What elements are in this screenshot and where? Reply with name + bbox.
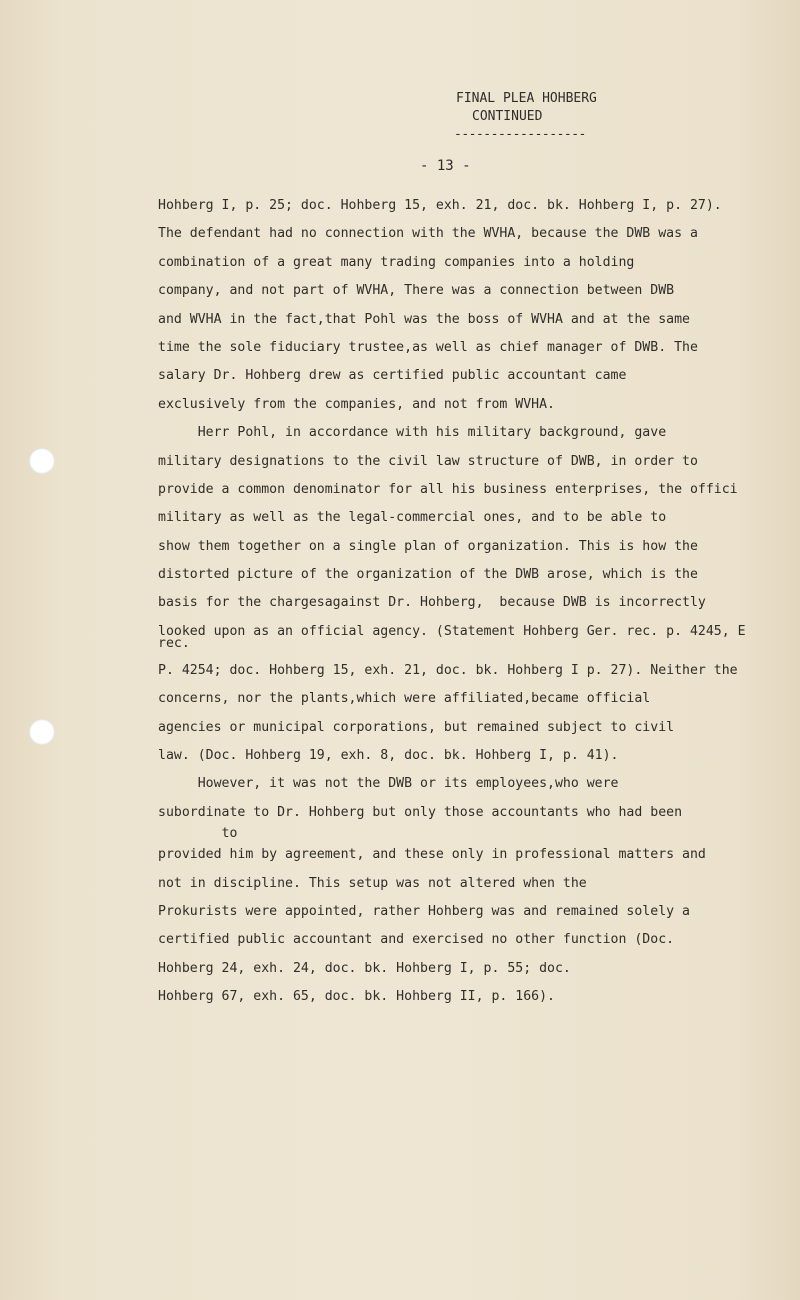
text-line: military designations to the civil law structure of DWB, in order to bbox=[158, 453, 698, 469]
text-line: certified public accountant and exercised no other function (Doc. bbox=[158, 932, 675, 948]
page-number: - 13 - bbox=[420, 158, 471, 174]
text-line: Hohberg 67, exh. 65, doc. bk. Hohberg II, p. 166). bbox=[158, 989, 555, 1005]
text-line: basis for the chargesagainst Dr. Hohberg, because DWB is incorrectly bbox=[158, 595, 706, 611]
document-body bbox=[158, 192, 778, 1012]
text-line: salary Dr. Hohberg drew as certified public accountant came bbox=[158, 368, 627, 384]
text-line: subordinate to Dr. Hohberg but only those accountants who had been bbox=[158, 804, 683, 820]
paragraph-start-line: Herr Pohl, in accordance with his military background, gave bbox=[158, 425, 667, 441]
text-line: combination of a great many trading companies into a holding bbox=[158, 254, 635, 270]
text-line: exclusively from the companies, and not from WVHA. bbox=[158, 396, 555, 412]
text-line: P. 4254; doc. Hohberg 15, exh. 21, doc. bk. Hohberg I p. 27). Neither the bbox=[158, 662, 738, 678]
text-line: agencies or municipal corporations, but remained subject to civil bbox=[158, 719, 675, 735]
header-subtitle: CONTINUED bbox=[472, 109, 543, 124]
interlinear-insertion: to bbox=[158, 826, 238, 842]
punch-hole-bottom bbox=[29, 719, 55, 745]
text-line: not in discipline. This setup was not altered when the bbox=[158, 875, 587, 891]
punch-hole-top bbox=[29, 448, 55, 474]
text-line: show them together on a single plan of organization. This is how the bbox=[158, 538, 698, 554]
text-line: Hohberg I, p. 25; doc. Hohberg 15, exh. 21, doc. bk. Hohberg I, p. 27). bbox=[158, 198, 722, 213]
text-line: provided him by agreement, and these only in professional matters and bbox=[158, 847, 706, 863]
text-line: time the sole fiduciary trustee,as well as chief manager of DWB. The bbox=[158, 339, 698, 355]
text-line: distorted picture of the organization of the DWB arose, which is the bbox=[158, 567, 698, 583]
text-line: and WVHA in the fact,that Pohl was the boss of WVHA and at the same bbox=[158, 311, 690, 327]
header-title: FINAL PLEA HOHBERG bbox=[456, 91, 597, 106]
text-line: rec. bbox=[158, 635, 190, 651]
text-line: military as well as the legal-commercial ones, and to be able to bbox=[158, 510, 667, 526]
text-line: provide a common denominator for all his business enterprises, the offici bbox=[158, 481, 738, 497]
text-line: Prokurists were appointed, rather Hohberg was and remained solely a bbox=[158, 903, 690, 919]
header-rule: ------------------ bbox=[454, 127, 586, 142]
text-line: company, and not part of WVHA, There was a connection between DWB bbox=[158, 283, 675, 299]
text-line: looked upon as an official agency. (Statement Hohberg Ger. rec. p. 4245, E bbox=[158, 623, 746, 639]
text-line: The defendant had no connection with the WVHA, because the DWB was a bbox=[158, 226, 698, 242]
text-line: law. (Doc. Hohberg 19, exh. 8, doc. bk. Hohberg I, p. 41). bbox=[158, 748, 619, 764]
paragraph-start-line: However, it was not the DWB or its employees,who were bbox=[158, 776, 619, 792]
text-line: concerns, nor the plants,which were affiliated,became official bbox=[158, 691, 651, 707]
text-line: Hohberg 24, exh. 24, doc. bk. Hohberg I, p. 55; doc. bbox=[158, 960, 571, 976]
page-header bbox=[440, 90, 640, 144]
